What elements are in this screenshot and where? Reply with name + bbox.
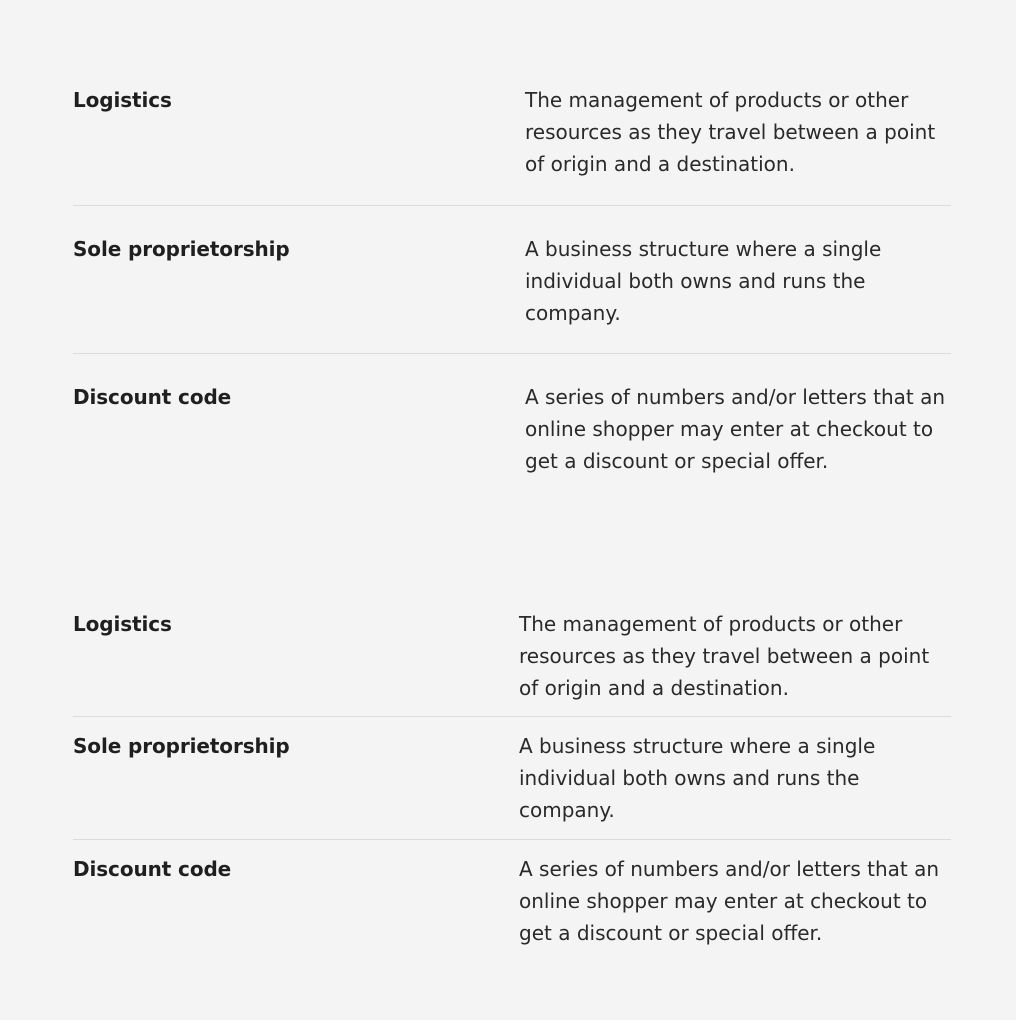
term-label: Sole proprietorship [73,237,290,261]
definition-text: The management of products or other resources as they travel between a point of origin and a destination. [525,88,936,176]
definition-text: A series of numbers and/or letters that an online shopper may enter at checkout to get a discount or special offer. [519,857,940,945]
definition-text: The management of products or other resources as they travel between a point of origin and a destination. [519,612,930,700]
term-label: Logistics [73,88,172,112]
list-item [73,716,951,839]
term-label: Sole proprietorship [73,734,290,758]
list-item [73,353,951,477]
list-item [73,839,951,949]
definition-list-compact [73,608,951,949]
list-item [73,608,951,716]
list-item [73,205,951,353]
definition-text: A business structure where a single individual both owns and runs the company. [519,734,876,822]
definition-list-spacious [73,84,951,477]
list-item [73,84,951,205]
term-label: Logistics [73,612,172,636]
definition-text: A series of numbers and/or letters that an online shopper may enter at checkout to get a discount or special offer. [525,385,946,473]
term-label: Discount code [73,385,232,409]
definition-text: A business structure where a single individual both owns and runs the company. [525,237,882,325]
term-label: Discount code [73,857,232,881]
